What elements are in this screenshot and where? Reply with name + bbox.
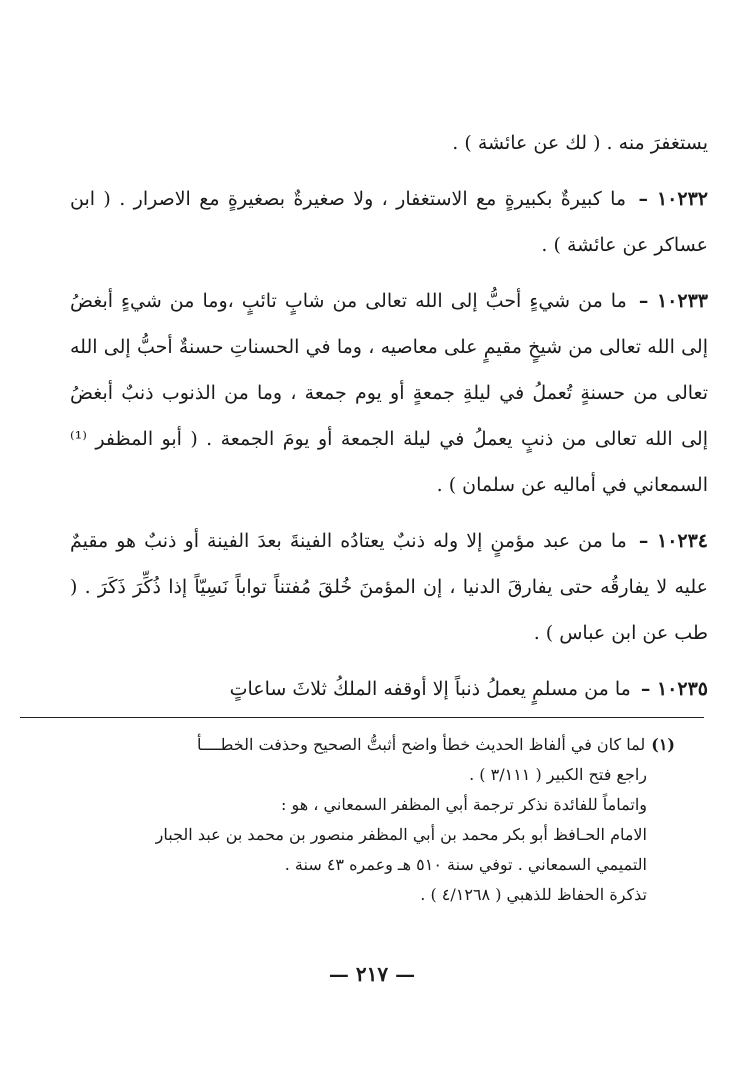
entry-number: ١٠٢٣٢ – [638,188,708,210]
entry-text: ما من عبد مؤمنٍ إلا وله ذنبٌ يعتادُه الفينةَ بعدَ الفينة أو ذنبٌ هو مقيمٌ عليه لا يفارقُه حتى يفارقَ الدنيا ، إن المؤمنَ خُلقَ مُفتناً تواباً نَسِيّاً إذا ذُكِّرَ ذَكَرَ . ( طب عن ابن عباس ) . [70,530,708,644]
main-text [70,120,708,712]
footnote-line: واتماماً للفائدة نذكر ترجمة أبي المظفر السمعاني ، هو : [281,795,647,814]
footnote-text: لما كان في ألفاظ الحديث خطأ واضح أثبتُّ الصحيح وحذفت الخطــــأ [197,735,646,754]
page-number: — ٢١٧ — [328,962,416,986]
hadith-entry [70,518,708,656]
hadith-entry [70,278,708,508]
entry-number: ١٠٢٣٤ – [638,530,709,552]
entry-text: ما كبيرةٌ بكبيرةٍ مع الاستغفار ، ولا صغيرةٌ بصغيرةٍ مع الاصرار . ( ابن عساكر عن عائشة ) . [70,188,708,256]
hadith-entry [70,666,708,712]
footnote-line [55,730,675,760]
footnote-marker: (١) [651,735,675,754]
entry-number: ١٠٢٣٥ – [640,678,708,700]
footnote-line: تذكرة الحفاظ للذهبي ( ٤/١٢٦٨ ) . [420,885,647,904]
entry-number: ١٠٢٣٣ – [638,290,708,312]
entry-continuation [70,120,708,166]
hadith-entry [70,176,708,268]
footnotes [55,730,675,910]
footnote-line: الامام الحـافظ أبو بكر محمد بن أبي المظفر منصور بن محمد بن عبد الجبار [155,825,647,844]
footnote-divider [20,717,704,718]
entry-text: ما من مسلمٍ يعملُ ذنباً إلا أوقفه الملكُ ثلاثَ ساعاتٍ [229,678,631,700]
footnote-line: التميمي السمعاني . توفي سنة ٥١٠ هـ وعمره ٤٣ سنة . [284,855,647,874]
entry-text: ما من شيءٍ أحبُّ إلى الله تعالى من شابٍ تائبٍ ،وما من شيءٍ أبغضُ إلى الله تعالى من شيخٍ مقيمٍ على معاصيه ، وما في الحسناتِ حسنةٌ أحبُّ إلى الله تعالى من حسنةٍ تُعملُ في ليلةِ جمعةٍ أو يوم جمعة ، وما من الذنوب ذنبٌ أبغضُ إلى الله تعالى من ذنبٍ يعملُ في ليلة الجمعة أو يومَ الجمعة . ( أبو المظفر ⁽¹⁾ السمعاني في أماليه عن سلمان ) . [70,290,708,496]
entry-text: يستغفرَ منه . ( لك عن عائشة ) . [452,132,708,154]
footnote-line: راجع فتح الكبير ( ٣/١١١ ) . [469,765,647,784]
